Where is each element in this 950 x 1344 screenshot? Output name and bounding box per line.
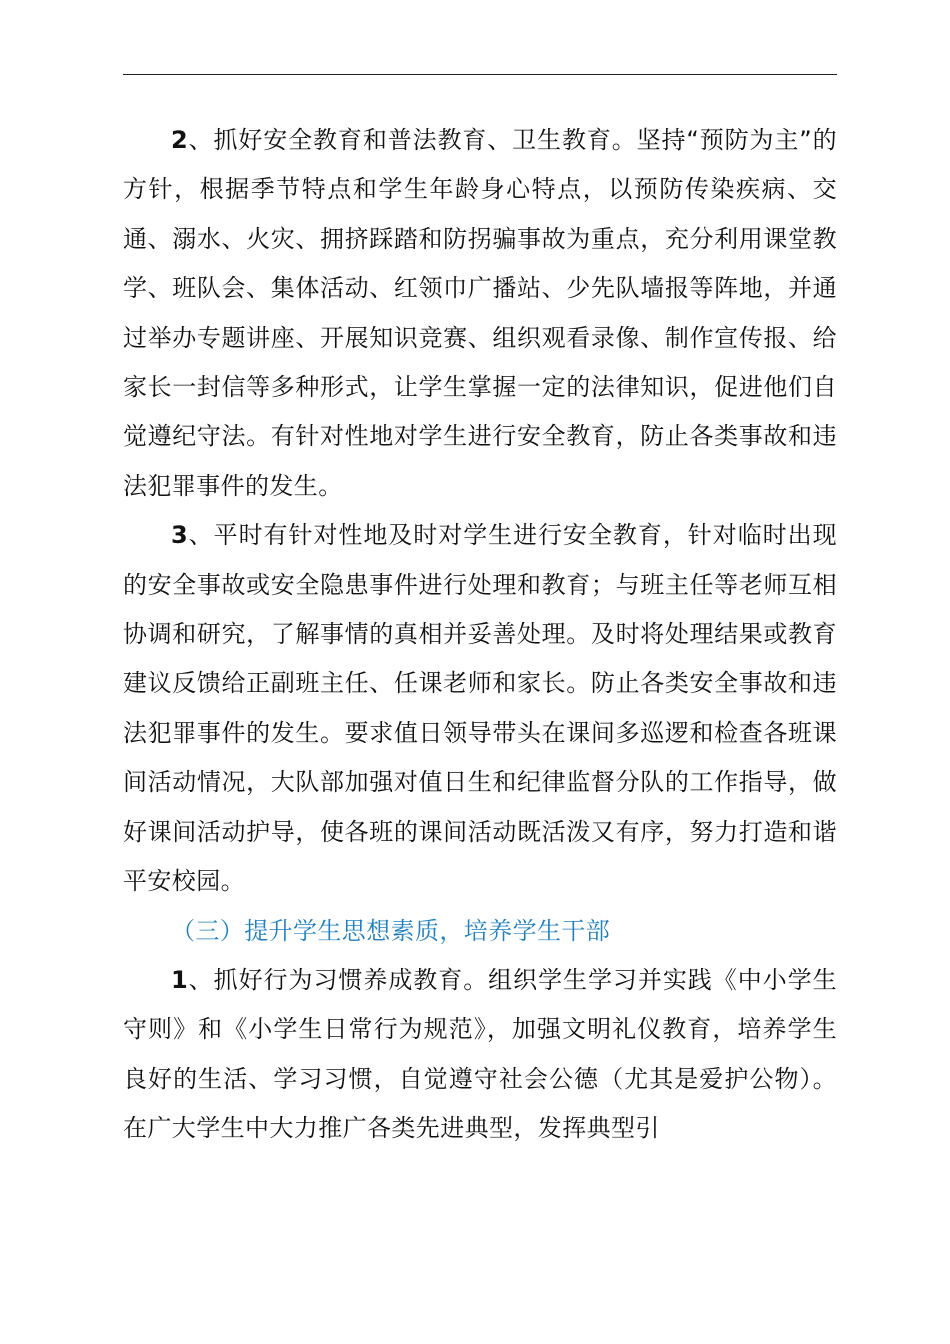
document-body bbox=[123, 116, 837, 1154]
header-rule bbox=[123, 74, 837, 75]
paragraph-safety-legal-education bbox=[123, 116, 837, 511]
item-number: 3 bbox=[171, 521, 189, 550]
item-number: 2 bbox=[171, 126, 189, 154]
paragraph-text: 、平时有针对性地及时对学生进行安全教育，针对临时出现的安全事故或安全隐患事件进行处理和教育；与班主任等老师互相协调和研究，了解事情的真相并妥善处理。及时将处理结果或教育建议反馈给正副班主任、任课老师和家长。防止各类安全事故和违法犯罪事件的发生。要求值日领导带头在课间多巡逻和检查各班课间活动情况，大队部加强对值日生和纪律监督分队的工作指导，做好课间活动护导，使各班的课间活动既活泼又有序，努力打造和谐平安校园。 bbox=[123, 521, 837, 896]
paragraph-targeted-safety-education bbox=[123, 511, 837, 906]
paragraph-behavior-habits bbox=[123, 956, 837, 1154]
paragraph-text: 、抓好行为习惯养成教育。组织学生学习并实践《中小学生守则》和《小学生日常行为规范》，加强文明礼仪教育，培养学生良好的生活、学习习惯，自觉遵守社会公德（尤其是爱护公物）。在广大学生中大力推广各类先进典型，发挥典型引 bbox=[123, 965, 837, 1143]
item-number: 1 bbox=[171, 965, 189, 994]
paragraph-text: 、抓好安全教育和普法教育、卫生教育。坚持“预防为主”的方针，根据季节特点和学生年龄身心特点，以预防传染疾病、交通、溺水、火灾、拥挤踩踏和防拐骗事故为重点，充分利用课堂教学、班队会、集体活动、红领巾广播站、少先队墙报等阵地，并通过举办专题讲座、开展知识竞赛、组织观看录像、制作宣传报、给家长一封信等多种形式，让学生掌握一定的法律知识，促进他们自觉遵纪守法。有针对性地对学生进行安全教育，防止各类事故和违法犯罪事件的发生。 bbox=[123, 126, 837, 500]
section-heading: （三）提升学生思想素质，培养学生干部 bbox=[171, 916, 611, 945]
